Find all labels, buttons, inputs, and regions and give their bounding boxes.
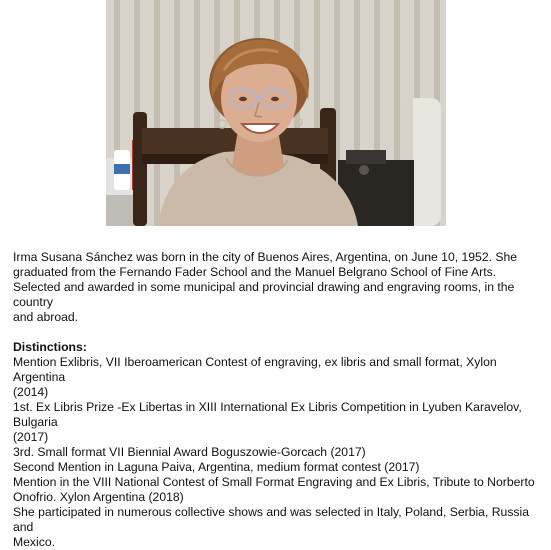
distinction-line: (2017) (13, 430, 49, 444)
distinction-line: 1st. Ex Libris Prize -Ex Libertas in XIII International Ex Libris Competition in Lyuben Karavelov, Bulgaria (13, 400, 522, 429)
distinction-line: Onofrio. Xylon Argentina (2018) (13, 490, 184, 504)
distinction-line: Second Mention in Laguna Paiva, Argentina, medium format contest (2017) (13, 460, 420, 474)
biography (13, 250, 541, 550)
bio-line: Selected and awarded in some municipal and provincial drawing and engraving rooms, in the country (13, 280, 515, 309)
bio-line: Irma Susana Sánchez was born in the city of Buenos Aires, Argentina, on June 10, 1952. She (13, 250, 518, 264)
distinctions-heading: Distinctions: (13, 340, 87, 354)
distinction-line: She participated in numerous collective shows and was selected in Italy, Poland, Serbia, Russia and (13, 505, 529, 534)
bio-line: and abroad. (13, 310, 79, 324)
distinction-line: (2014) (13, 385, 49, 399)
distinction-line: Mexico. (13, 535, 55, 549)
distinction-line: 3rd. Small format VII Biennial Award Boguszowie-Gorcach (2017) (13, 445, 366, 459)
bio-line: graduated from the Fernando Fader School and the Manuel Belgrano School of Fine Arts. (13, 265, 497, 279)
distinction-line: Mention in the VIII National Contest of Small Format Engraving and Ex Libris, Tribute to Norberto (13, 475, 535, 489)
distinction-line: Mention Exlibris, VII Iberoamerican Contest of engraving, ex libris and small format, Xylon Argentina (13, 355, 497, 384)
portrait-photo (106, 0, 446, 226)
paragraph-gap (13, 325, 541, 340)
